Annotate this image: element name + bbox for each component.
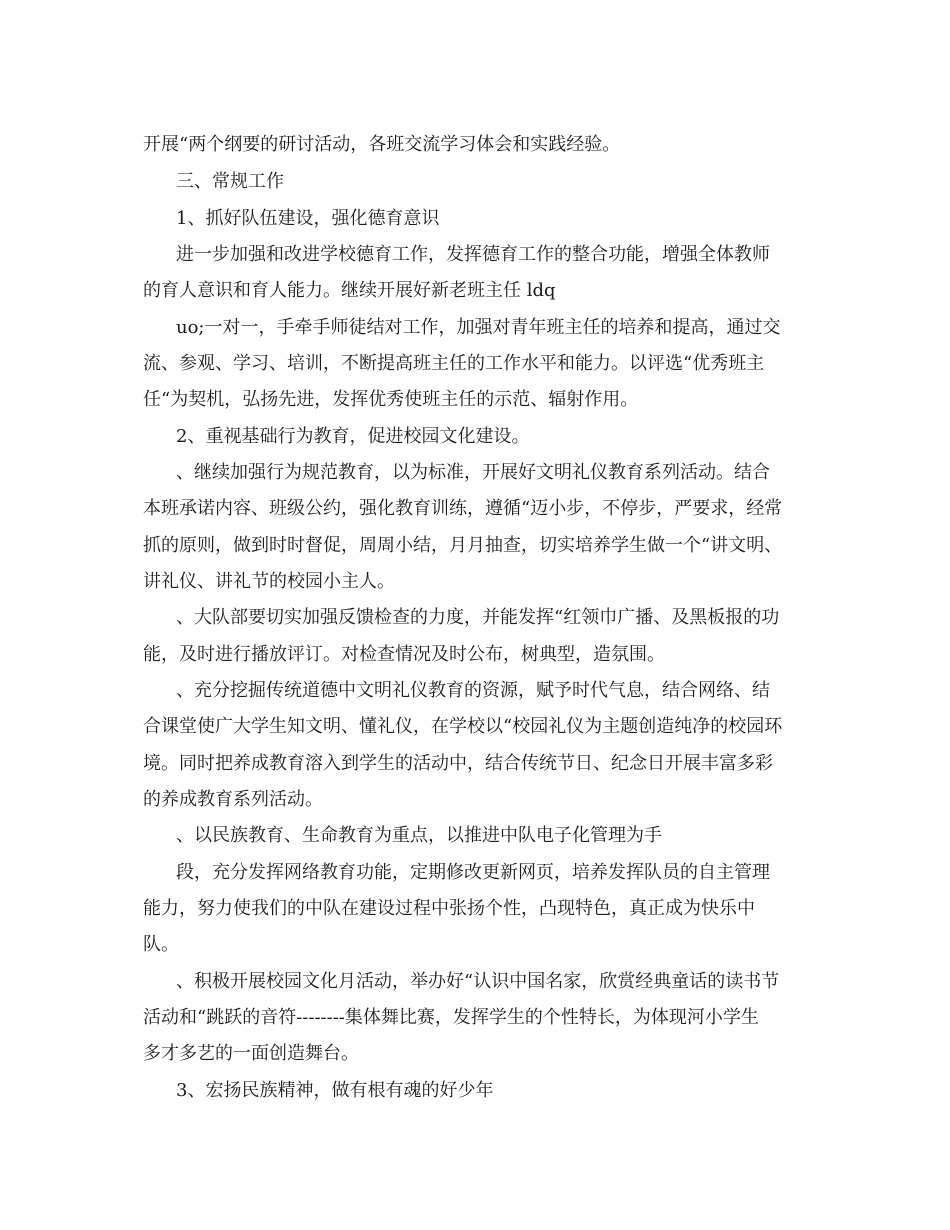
subsection-heading: 2、重视基础行为教育，促进校园文化建设。	[176, 426, 530, 447]
paragraph-line: 境。同时把养成教育溶入到学生的活动中，结合传统节日、纪念日开展丰富多彩	[143, 753, 773, 774]
paragraph-line: 的养成教育系列活动。	[143, 789, 323, 810]
paragraph-line: 活动和“跳跃的音符--------集体舞比赛，发挥学生的个性特长，为体现河小学生	[143, 1007, 759, 1028]
paragraph-line: 抓的原则，做到时时督促，周周小结，月月抽查，切实培养学生做一个“讲文明、	[143, 535, 783, 556]
paragraph-line: 任“为契机，弘扬先进，发挥优秀使班主任的示范、辐射作用。	[143, 389, 639, 410]
paragraph-line: 多才多艺的一面创造舞台。	[143, 1043, 359, 1064]
paragraph-line: 、继续加强行为规范教育，以为标准，开展好文明礼仪教育系列活动。结合	[176, 462, 770, 483]
paragraph-line: 、充分挖掘传统道德中文明礼仪教育的资源，赋予时代气息，结合网络、结	[176, 680, 770, 701]
paragraph-line: 段，充分发挥网络教育功能，定期修改更新网页，培养发挥队员的自主管理	[176, 862, 770, 883]
paragraph-line: 合课堂使广大学生知文明、懂礼仪，在学校以“校园礼仪为主题创造纯净的校园环	[143, 716, 783, 737]
paragraph-line: 流、参观、学习、培训，不断提高班主任的工作水平和能力。以评选“优秀班主	[143, 353, 765, 374]
paragraph-line: 开展“两个纲要的研讨活动，各班交流学习体会和实践经验。	[143, 134, 621, 155]
section-heading: 三、常规工作	[176, 171, 284, 192]
paragraph-line: 能，及时进行播放评订。对检查情况及时公布，树典型，造氛围。	[143, 644, 665, 665]
paragraph-line: 、以民族教育、生命教育为重点，以推进中队电子化管理为手	[176, 825, 662, 846]
paragraph-line: 、积极开展校园文化月活动，举办好“认识中国名家，欣赏经典童话的读书节	[176, 971, 780, 992]
paragraph-line: 能力，努力使我们的中队在建设过程中张扬个性，凸现特色，真正成为快乐中	[143, 898, 755, 919]
paragraph-line: uo;一对一，手牵手师徒结对工作，加强对青年班主任的培养和提高，通过交	[176, 317, 781, 338]
paragraph-line: 的育人意识和育人能力。继续开展好新老班主任 ldq	[143, 280, 556, 301]
paragraph-line: 进一步加强和改进学校德育工作，发挥德育工作的整合功能，增强全体教师	[176, 244, 770, 265]
paragraph-line: 讲礼仪、讲礼节的校园小主人。	[143, 571, 395, 592]
subsection-heading: 1、抓好队伍建设，强化德育意识	[176, 208, 440, 229]
subsection-heading: 3、宏扬民族精神，做有根有魂的好少年	[176, 1080, 494, 1101]
paragraph-line: 队。	[143, 934, 179, 955]
paragraph-line: 本班承诺内容、班级公约，强化教育训练，遵循“迈小步，不停步，严要求，经常	[143, 498, 783, 519]
paragraph-line: 、大队部要切实加强反馈检查的力度，并能发挥“红领巾广播、及黑板报的功	[176, 607, 780, 628]
